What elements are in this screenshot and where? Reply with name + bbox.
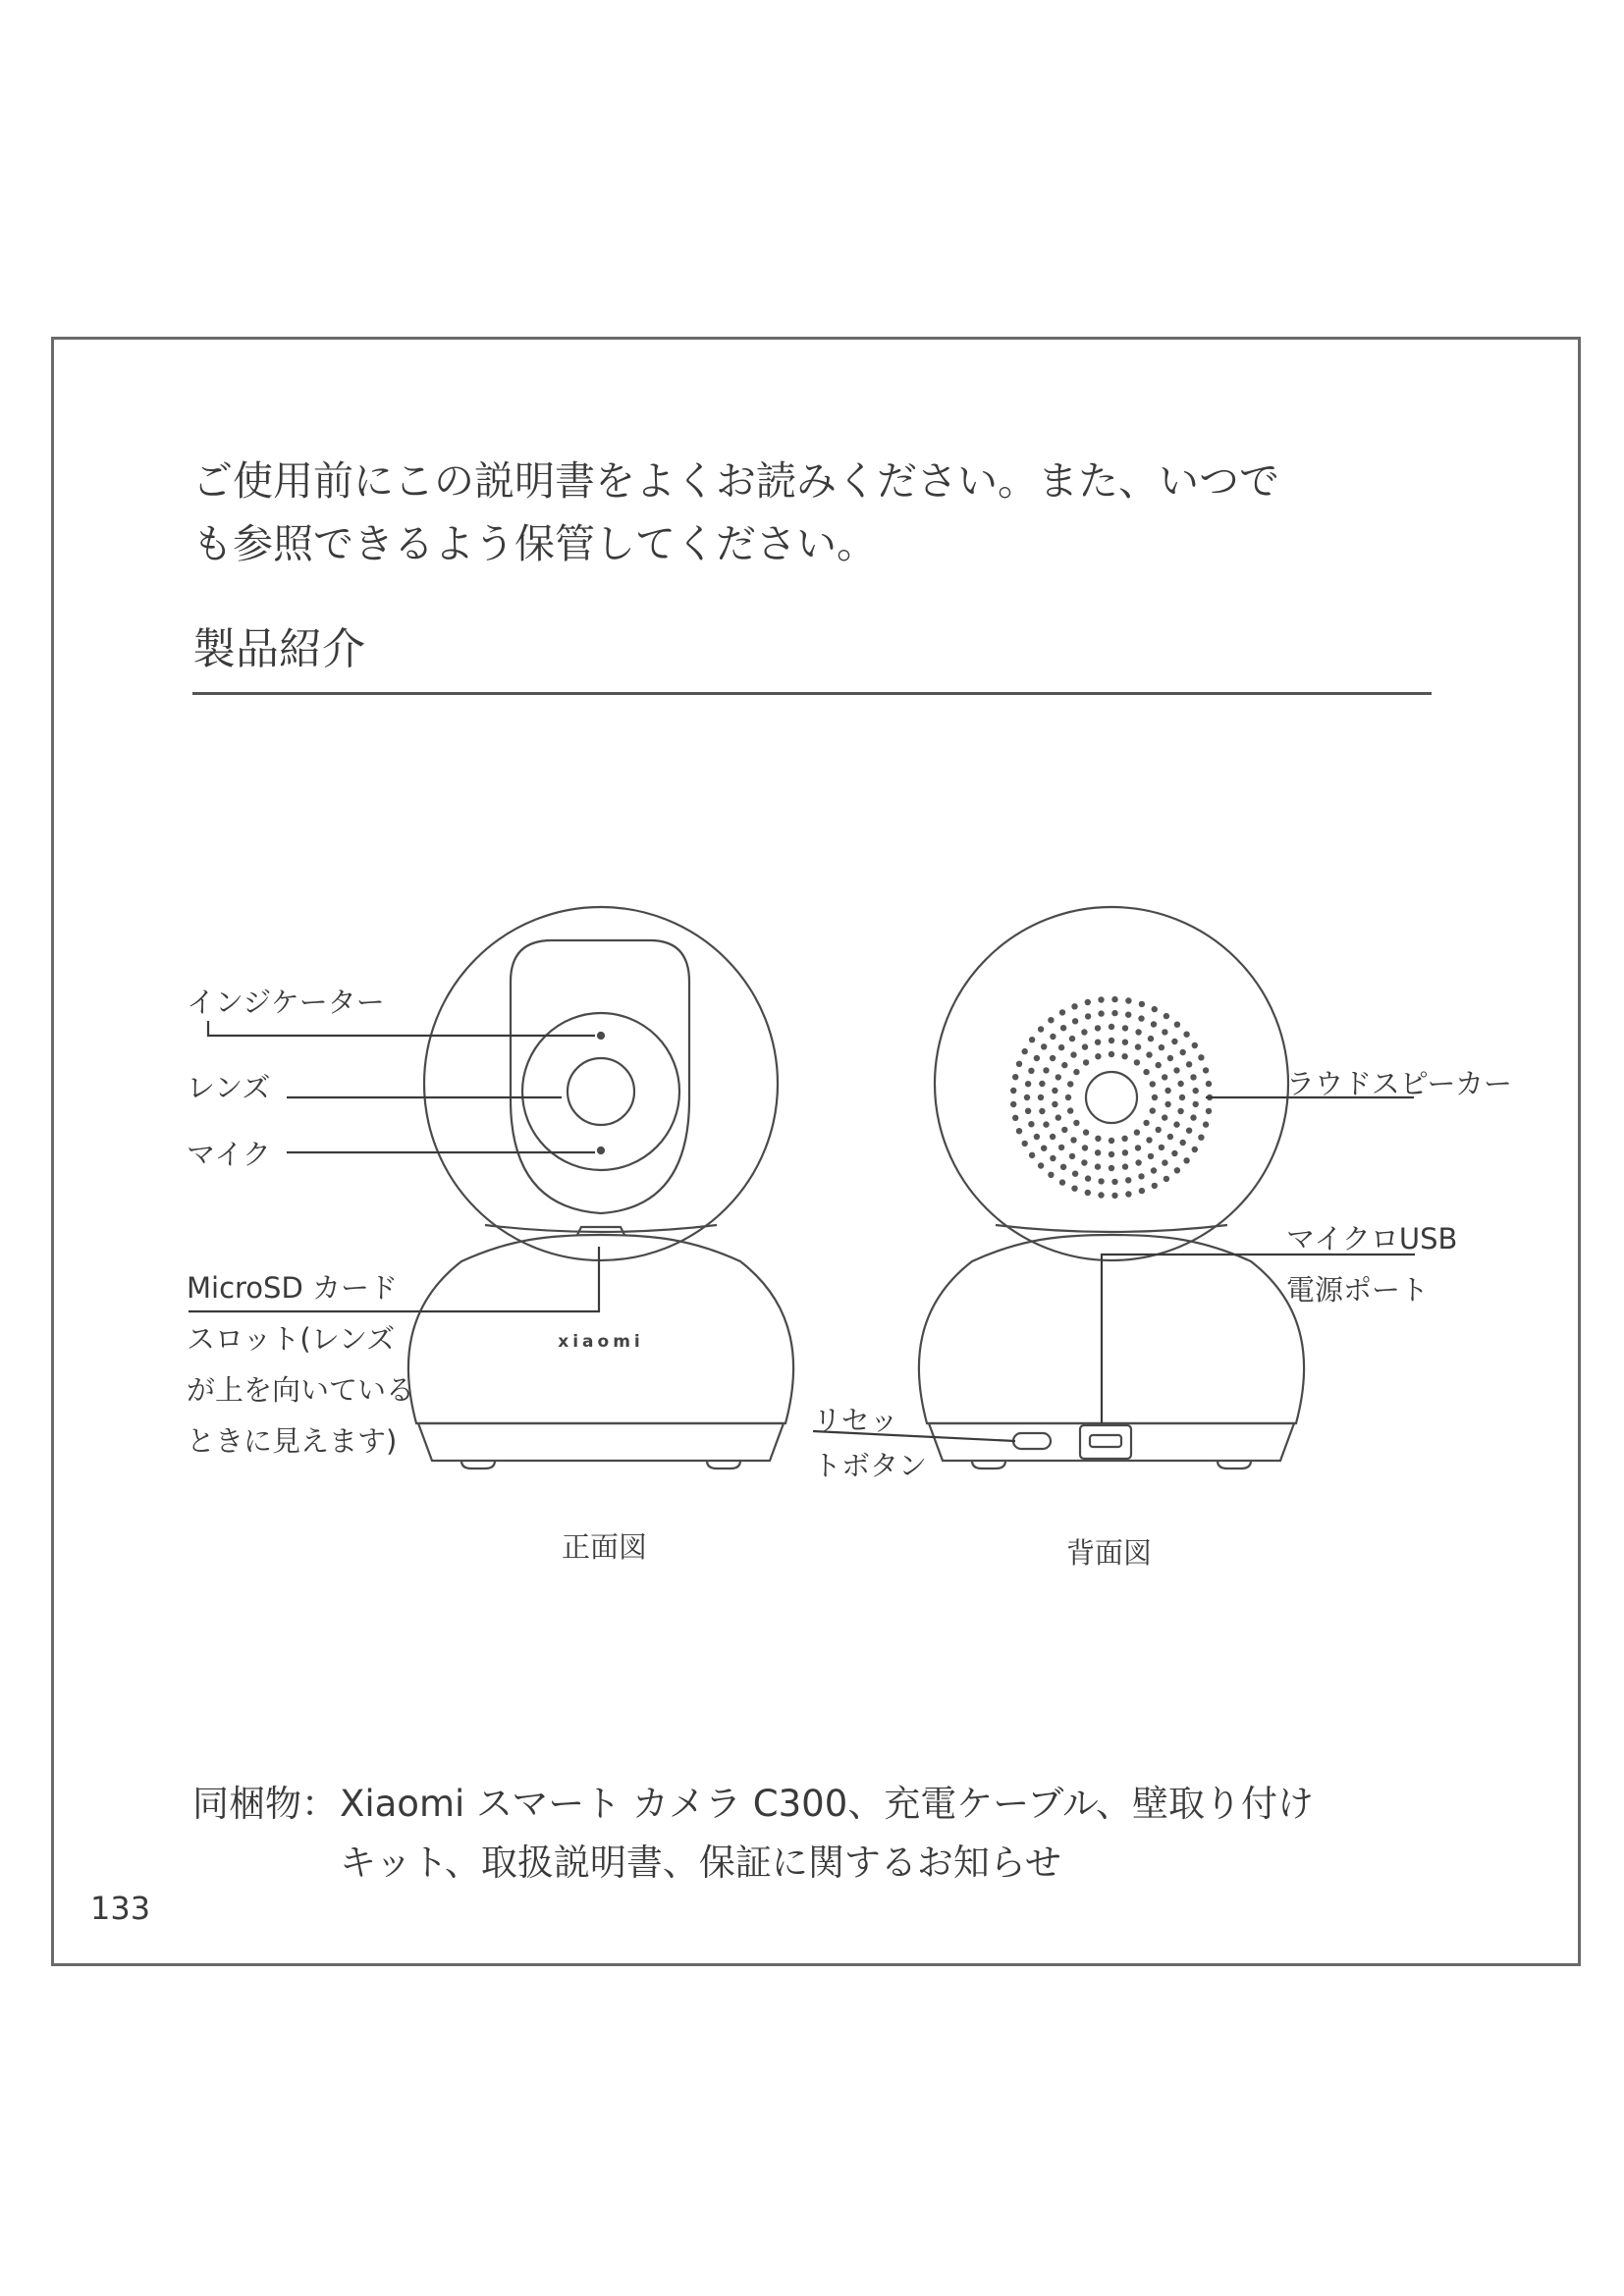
intro-line-1: ご使用前にこの説明書をよくお読みください。また、いつで xyxy=(192,457,1279,505)
speaker-hole xyxy=(1122,1149,1128,1155)
speaker-hole xyxy=(1056,1114,1061,1120)
speaker-hole xyxy=(1109,1051,1114,1057)
speaker-hole xyxy=(1167,1134,1173,1140)
speaker-hole xyxy=(1029,1037,1035,1042)
speaker-hole xyxy=(1203,1067,1209,1073)
speaker-hole xyxy=(1109,1165,1114,1171)
speaker-hole xyxy=(1151,1167,1157,1173)
speaker-hole xyxy=(1138,1173,1144,1179)
speaker-hole xyxy=(1190,1074,1196,1080)
speaker-hole xyxy=(1071,1003,1077,1009)
speaker-hole xyxy=(1098,996,1104,1002)
speaker-hole xyxy=(1125,1177,1131,1183)
speaker-hole xyxy=(1151,1021,1157,1027)
speaker-hole xyxy=(1150,1107,1156,1113)
speaker-hole xyxy=(1071,1186,1077,1192)
speaker-hole xyxy=(1073,1120,1079,1126)
label-microphone: マイク xyxy=(187,1138,271,1171)
speaker-hole xyxy=(1012,1115,1018,1121)
page-number: 133 xyxy=(90,1890,151,1927)
speaker-hole xyxy=(1012,1074,1018,1080)
speaker-hole xyxy=(1183,1157,1189,1163)
speaker-hole xyxy=(1050,1055,1056,1061)
speaker-hole xyxy=(1135,1043,1141,1049)
speaker-hole xyxy=(1067,1107,1073,1113)
speaker-hole xyxy=(1186,1061,1192,1067)
speaker-hole xyxy=(1135,1029,1141,1035)
speaker-hole xyxy=(1162,1114,1167,1120)
speaker-hole xyxy=(1098,1010,1104,1016)
speaker-hole xyxy=(1192,1042,1198,1048)
speaker-hole xyxy=(1167,1055,1173,1061)
speaker-hole xyxy=(1016,1061,1022,1067)
contents-key: 同梱物： xyxy=(192,1783,338,1825)
speaker-hole xyxy=(1121,1136,1127,1142)
label-usb-line-2: 電源ポート xyxy=(1286,1273,1430,1307)
speaker-hole xyxy=(1173,1067,1179,1073)
speaker-hole xyxy=(1095,1136,1101,1142)
speaker-hole xyxy=(1059,1179,1065,1185)
speaker-hole xyxy=(1050,1034,1056,1040)
speaker-hole xyxy=(1152,1006,1158,1012)
contents-line-2: キット、取扱説明書、保証に関するお知らせ xyxy=(340,1842,1061,1884)
speaker-hole xyxy=(1174,1167,1180,1173)
speaker-hole xyxy=(1164,1101,1170,1107)
speaker-hole xyxy=(1146,1051,1152,1057)
speaker-hole xyxy=(1034,1055,1040,1061)
speaker-hole xyxy=(1122,1040,1128,1045)
speaker-hole xyxy=(1069,1153,1075,1159)
front-view-illustration xyxy=(408,907,793,1468)
label-usb-port xyxy=(1286,1213,1457,1315)
speaker-hole xyxy=(1010,1101,1016,1107)
speaker-hole xyxy=(1028,1068,1034,1074)
speaker-hole xyxy=(1203,1121,1209,1127)
back-view-illustration xyxy=(919,907,1304,1468)
speaker-hole xyxy=(1138,1015,1144,1021)
speaker-hole xyxy=(1109,1138,1114,1144)
speaker-hole xyxy=(1171,1150,1177,1156)
speaker-hole xyxy=(1038,1162,1044,1168)
speaker-hole xyxy=(1111,996,1117,1002)
speaker-hole xyxy=(1156,1127,1162,1133)
label-microsd-line-4: ときに見えます) xyxy=(187,1424,398,1458)
speaker-hole xyxy=(1039,1081,1045,1087)
speaker-hole xyxy=(1173,1121,1179,1127)
speaker-hole xyxy=(1069,1036,1075,1041)
speaker-hole xyxy=(1041,1043,1047,1049)
speaker-hole xyxy=(1083,1129,1089,1135)
speaker-hole xyxy=(1083,1059,1089,1065)
speaker-hole xyxy=(1098,1178,1104,1184)
caption-back-view: 背面図 xyxy=(1066,1536,1153,1570)
speaker-hole xyxy=(1148,1153,1154,1159)
speaker-hole xyxy=(1082,1043,1088,1049)
speaker-hole xyxy=(1085,1175,1091,1181)
speaker-hole xyxy=(1164,1013,1169,1019)
speaker-hole xyxy=(1052,1088,1057,1094)
speaker-hole xyxy=(1190,1114,1196,1120)
speaker-hole xyxy=(1159,1044,1164,1050)
label-reset-line-1: リセッ xyxy=(813,1404,898,1437)
speaker-hole xyxy=(1135,1145,1141,1150)
speaker-hole xyxy=(1162,1074,1167,1080)
speaker-hole xyxy=(1025,1108,1031,1114)
speaker-hole xyxy=(1098,1192,1104,1198)
speaker-hole xyxy=(1180,1140,1186,1146)
speaker-hole xyxy=(1150,1081,1156,1087)
speaker-hole xyxy=(1095,1040,1101,1045)
speaker-hole xyxy=(1025,1081,1031,1087)
speaker-hole xyxy=(1024,1095,1030,1100)
label-indicator: インジケーター xyxy=(187,986,385,1019)
speaker-hole xyxy=(1164,1088,1170,1094)
speaker-hole xyxy=(1085,1013,1091,1019)
speaker-hole xyxy=(1183,1032,1189,1038)
speaker-hole xyxy=(1029,1152,1035,1158)
speaker-hole xyxy=(1058,1044,1064,1050)
speaker-hole xyxy=(1038,1095,1044,1100)
speaker-hole xyxy=(1162,1159,1167,1165)
speaker-hole xyxy=(1139,1188,1145,1194)
speaker-hole xyxy=(1156,1062,1162,1068)
speaker-hole xyxy=(1067,1081,1073,1087)
speaker-hole xyxy=(1152,1095,1158,1100)
speaker-hole xyxy=(1043,1067,1049,1073)
caption-front-view: 正面図 xyxy=(562,1530,648,1564)
speaker-hole xyxy=(1143,1120,1149,1126)
speaker-hole xyxy=(1095,1025,1101,1031)
package-contents xyxy=(192,1775,1314,1893)
speaker-hole xyxy=(1060,1025,1066,1031)
speaker-hole xyxy=(1125,1012,1131,1018)
speaker-hole xyxy=(1152,1183,1158,1189)
speaker-hole xyxy=(1059,1009,1065,1015)
speaker-hole xyxy=(1065,1095,1071,1100)
label-reset-line-2: トボタン xyxy=(813,1449,928,1482)
speaker-hole xyxy=(1171,1039,1177,1044)
speaker-hole xyxy=(1050,1155,1056,1161)
speaker-hole xyxy=(1081,1029,1087,1035)
label-microsd-line-1: MicroSD カード xyxy=(187,1271,399,1305)
speaker-hole xyxy=(1111,1010,1117,1016)
speaker-hole xyxy=(1010,1088,1016,1094)
speaker-hole xyxy=(1072,1018,1078,1024)
label-loudspeaker: ラウドスピーカー xyxy=(1286,1067,1512,1100)
speaker-hole xyxy=(1022,1048,1028,1054)
speaker-hole xyxy=(1048,1172,1054,1178)
speaker-hole xyxy=(1041,1146,1047,1151)
speaker-hole xyxy=(1109,1024,1114,1030)
speaker-hole xyxy=(1038,1026,1044,1032)
intro-line-2: も参照できるよう保管してください。 xyxy=(192,520,877,567)
speaker-hole xyxy=(1143,1069,1149,1075)
speaker-hole xyxy=(1206,1108,1212,1114)
speaker-hole xyxy=(1016,1128,1022,1134)
speaker-hole xyxy=(1085,1190,1091,1196)
contents-line-1: Xiaomi スマート カメラ C300、充電ケーブル、壁取り付け xyxy=(340,1783,1314,1825)
speaker-hole xyxy=(1022,1141,1028,1147)
speaker-hole xyxy=(1139,1001,1145,1007)
speaker-hole xyxy=(1070,1137,1076,1143)
brand-logo: xiaomi xyxy=(558,1332,644,1352)
speaker-hole xyxy=(1043,1121,1049,1127)
speaker-hole xyxy=(1052,1101,1057,1107)
speaker-hole xyxy=(1174,1022,1180,1028)
speaker-hole xyxy=(1109,1038,1114,1043)
speaker-hole xyxy=(1095,1149,1101,1155)
speaker-hole xyxy=(1039,1108,1045,1114)
speaker-hole xyxy=(1122,1025,1128,1031)
speaker-hole xyxy=(1095,1163,1101,1169)
speaker-grille xyxy=(1010,996,1213,1199)
speaker-hole xyxy=(1193,1101,1199,1107)
label-microsd-line-2: スロット(レンズ xyxy=(187,1322,396,1356)
speaker-hole xyxy=(1081,1159,1087,1165)
speaker-hole xyxy=(1206,1081,1212,1087)
speaker-hole xyxy=(1162,1029,1167,1035)
label-usb-line-1: マイクロUSB xyxy=(1286,1222,1458,1255)
speaker-hole xyxy=(1134,1059,1140,1065)
speaker-hole xyxy=(1111,1193,1117,1199)
speaker-hole xyxy=(1125,1191,1131,1197)
speaker-hole xyxy=(1148,1036,1154,1041)
speaker-hole xyxy=(1134,1129,1140,1135)
speaker-hole xyxy=(1125,997,1131,1003)
label-reset-button xyxy=(813,1398,927,1488)
speaker-hole xyxy=(1072,1171,1078,1177)
speaker-hole xyxy=(1050,1134,1056,1140)
speaker-hole xyxy=(1121,1053,1127,1059)
speaker-hole xyxy=(1070,1051,1076,1057)
speaker-hole xyxy=(1058,1145,1064,1150)
speaker-hole xyxy=(1122,1163,1128,1169)
speaker-hole xyxy=(1060,1164,1066,1170)
speaker-hole xyxy=(1111,1179,1117,1185)
speaker-hole xyxy=(1056,1074,1061,1080)
speaker-hole xyxy=(1082,1145,1088,1150)
label-microsd-slot xyxy=(187,1262,414,1467)
speaker-hole xyxy=(1135,1159,1141,1165)
speaker-hole xyxy=(1198,1054,1204,1060)
speaker-hole xyxy=(1159,1145,1164,1150)
speaker-hole xyxy=(1028,1121,1034,1127)
speaker-hole xyxy=(1061,1127,1067,1133)
speaker-hole xyxy=(1085,999,1091,1005)
label-lens: レンズ xyxy=(187,1071,271,1104)
speaker-hole xyxy=(1061,1062,1067,1068)
speaker-hole xyxy=(1034,1134,1040,1140)
speaker-hole xyxy=(1164,1176,1169,1182)
speaker-hole xyxy=(1193,1088,1199,1094)
section-title: 製品紹介 xyxy=(192,624,365,674)
label-microsd-line-3: が上を向いている xyxy=(187,1373,415,1407)
speaker-hole xyxy=(1048,1017,1054,1023)
speaker-hole xyxy=(1073,1069,1079,1075)
speaker-hole xyxy=(1186,1128,1192,1134)
speaker-hole xyxy=(1180,1049,1186,1055)
speaker-hole xyxy=(1109,1151,1114,1157)
speaker-hole xyxy=(1192,1147,1198,1152)
speaker-hole xyxy=(1177,1108,1183,1114)
speaker-hole xyxy=(1177,1081,1183,1087)
speaker-hole xyxy=(1146,1137,1152,1143)
speaker-hole xyxy=(1179,1095,1185,1100)
speaker-hole xyxy=(1095,1053,1101,1059)
speaker-hole xyxy=(1198,1135,1204,1141)
